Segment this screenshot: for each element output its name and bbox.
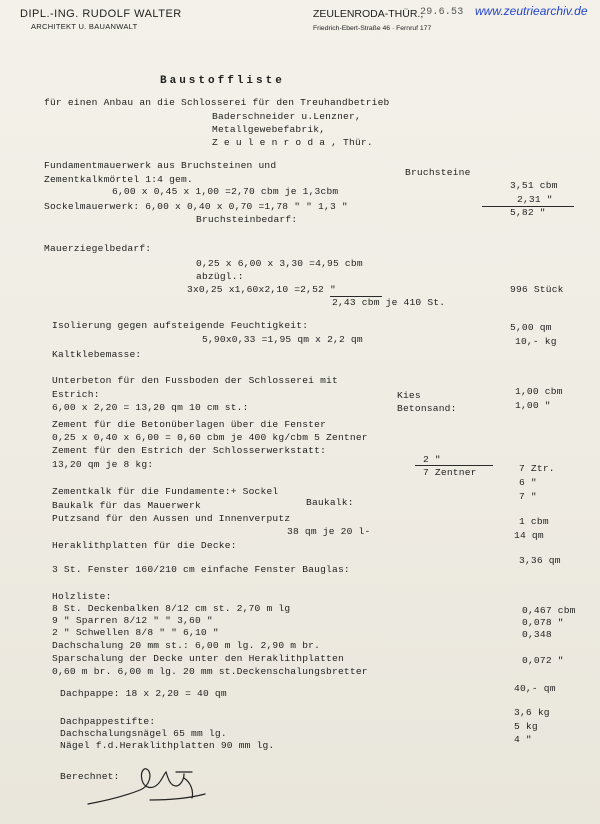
text-line: 13,20 qm je 8 kg: (52, 459, 154, 470)
amount-value: 3,6 kg (514, 707, 550, 718)
text-line: Dachpappestifte: (60, 716, 156, 727)
text-line: Kies (397, 390, 421, 401)
text-line: 5,90x0,33 =1,95 qm x 2,2 qm (202, 334, 363, 345)
text-line: 3 St. Fenster 160/210 cm einfache Fenster Bauglas: (52, 564, 350, 575)
text-line: Baukalk für das Mauerwerk (52, 500, 201, 511)
amount-value: 0,072 " (522, 655, 564, 666)
text-line: Dachschalung 20 mm st.: 6,00 m lg. 2,90 m br. (52, 640, 321, 651)
text-line: Holzliste: (52, 591, 112, 602)
text-line: Heraklithplatten für die Decke: (52, 540, 237, 551)
amount-value: 4 " (514, 734, 532, 745)
text-line: Zementkalk für die Fundamente:+ Sockel (52, 486, 279, 497)
amount-value: 5,82 " (510, 207, 546, 218)
text-line: Nägel f.d.Heraklithplatten 90 mm lg. (60, 740, 275, 751)
text-line: 9 " Sparren 8/12 " " 3,60 " (52, 615, 213, 626)
sum-rule (415, 465, 493, 466)
amount-value: 40,- qm (514, 683, 556, 694)
amount-value: 1,00 " (515, 400, 551, 411)
text-line: 2,43 cbm je 410 St. (332, 297, 446, 308)
amount-value: 14 qm (514, 530, 544, 541)
text-line: 0,25 x 0,40 x 6,00 = 0,60 cbm je 400 kg/cbm 5 Zentner (52, 432, 368, 443)
text-line: Baukalk: (306, 497, 354, 508)
text-line: Isolierung gegen aufsteigende Feuchtigkeit: (52, 320, 309, 331)
text-line: 2 " Schwellen 8/8 " " 6,10 " (52, 627, 219, 638)
text-line: Zement für den Estrich der Schlosserwerkstatt: (52, 445, 327, 456)
text-line: 7 Zentner (423, 467, 477, 478)
text-line: 6,00 x 2,20 = 13,20 qm 10 cm st.: (52, 402, 249, 413)
text-line: Betonsand: (397, 403, 457, 414)
text-line: abzügl.: (196, 271, 244, 282)
text-line: Bruchsteine (405, 167, 471, 178)
text-line: 6,00 x 0,45 x 1,00 =2,70 cbm je 1,3cbm (112, 186, 339, 197)
handwritten-signature (80, 760, 210, 810)
text-line: 0,60 m br. 6,00 m lg. 20 mm st.Deckenschalungsbretter (52, 666, 368, 677)
text-line: Kaltklebemasse: (52, 349, 142, 360)
text-line: Unterbeton für den Fussboden der Schlosserei mit (52, 375, 338, 386)
amount-value: 0,078 " (522, 617, 564, 628)
amount-value: 6 " (519, 477, 537, 488)
text-line: Zementkalkmörtel 1:4 gem. (44, 174, 193, 185)
amount-value: 7 " (519, 491, 537, 502)
letterhead-name: DIPL.-ING. RUDOLF WALTER (20, 8, 182, 20)
text-line: 3x0,25 x1,60x2,10 =2,52 " (187, 284, 336, 295)
amount-value: 2,31 " (517, 194, 553, 205)
text-line: Estrich: (52, 389, 100, 400)
letterhead-profession: ARCHITEKT U. BAUANWALT (31, 22, 138, 31)
amount-value: 10,- kg (515, 336, 557, 347)
subtitle-line-4: Z e u l e n r o d a , Thür. (212, 137, 373, 148)
amount-value: 3,51 cbm (510, 180, 558, 191)
document-title: Baustoffliste (160, 75, 285, 87)
text-line: 8 St. Deckenbalken 8/12 cm st. 2,70 m lg (52, 603, 291, 614)
letterhead-address: Friedrich-Ebert-Straße 46 · Fernruf 177 (313, 25, 432, 32)
text-line: Sockelmauerwerk: 6,00 x 0,40 x 0,70 =1,78 " " 1,3 " (44, 201, 348, 212)
amount-value: 5 kg (514, 721, 538, 732)
text-line: Sparschalung der Decke unter den Heraklithplatten (52, 653, 344, 664)
amount-value: 1 cbm (519, 516, 549, 527)
watermark-url: www.zeutriearchiv.de (475, 4, 588, 18)
amount-value: 0,467 cbm (522, 605, 576, 616)
letterhead-city: ZEULENRODA-THÜR., (313, 8, 424, 20)
text-line: Fundamentmauerwerk aus Bruchsteinen und (44, 160, 277, 171)
amount-value: 7 Ztr. (519, 463, 555, 474)
amount-value: 0,348 (522, 629, 552, 640)
amount-value: 996 Stück (510, 284, 564, 295)
text-line: Mauerziegelbedarf: (44, 243, 152, 254)
text-line: 0,25 x 6,00 x 3,30 =4,95 cbm (196, 258, 363, 269)
subtitle-line-3: Metallgewebefabrik, (212, 124, 326, 135)
text-line: 2 " (423, 454, 441, 465)
subtitle-line-2: Baderschneider u.Lenzner, (212, 111, 361, 122)
signature-label: Berechnet: (60, 771, 120, 782)
text-line: 38 qm je 20 l- (287, 526, 371, 537)
letter-date: 29.6.53 (420, 7, 464, 18)
text-line: Putzsand für den Aussen und Innenverputz (52, 513, 291, 524)
text-line: Dachpappe: 18 x 2,20 = 40 qm (60, 688, 227, 699)
subtitle-line-1: für einen Anbau an die Schlosserei für den Treuhandbetrieb (44, 97, 390, 108)
text-line: Bruchsteinbedarf: (196, 214, 298, 225)
text-line: Zement für die Betonüberlagen über die Fenster (52, 419, 327, 430)
amount-value: 5,00 qm (510, 322, 552, 333)
text-line: Dachschalungsnägel 65 mm lg. (60, 728, 227, 739)
amount-value: 1,00 cbm (515, 386, 563, 397)
amount-value: 3,36 qm (519, 555, 561, 566)
